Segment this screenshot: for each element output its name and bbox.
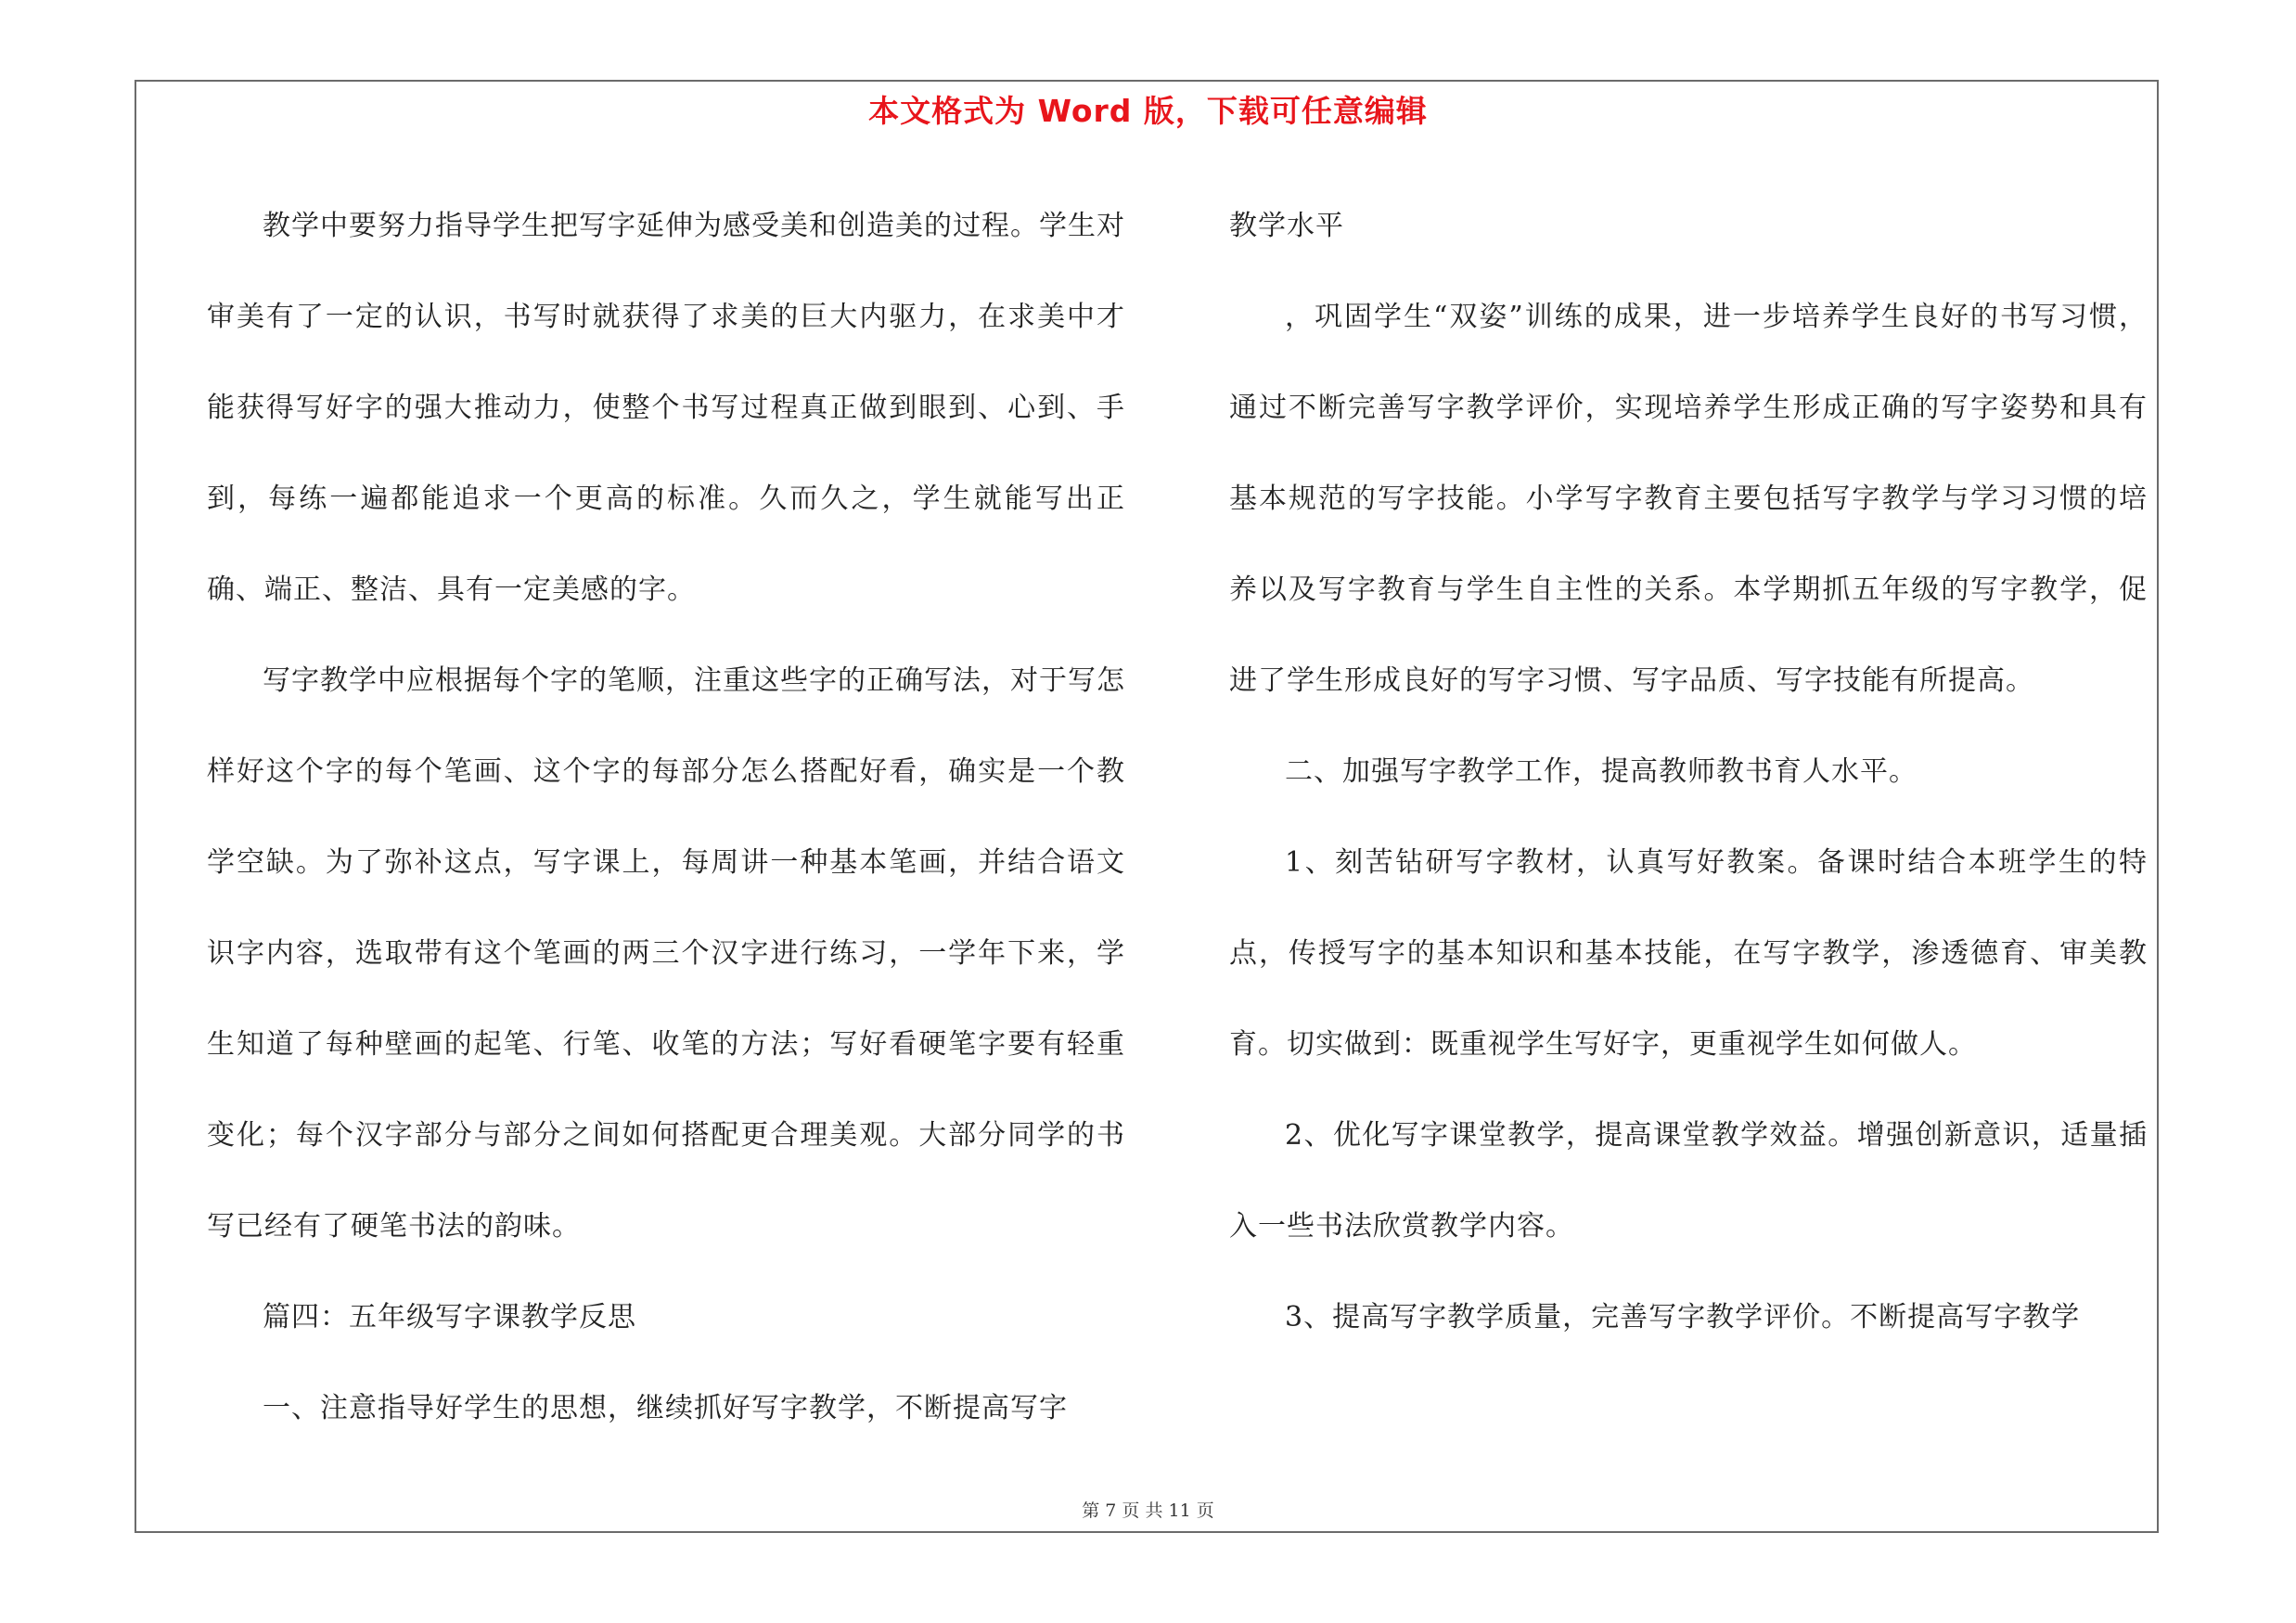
paragraph: 教学中要努力指导学生把写字延伸为感受美和创造美的过程。学生对审美有了一定的认识，书写时就获得了求美的巨大内驱力，在求美中才能获得写好字的强大推动力，使整个书写过程真正做到眼到、心到、手到，每练一遍都能追求一个更高的标准。久而久之，学生就能写出正确、端正、整洁、具有一定美感的字。 [207, 210, 1125, 606]
document-notice: 本文格式为 Word 版，下载可任意编辑 [868, 93, 1428, 129]
paragraph: 1、刻苦钻研写字教材，认真写好教案。备课时结合本班学生的特点，传授写字的基本知识和基本技能，在写字教学，渗透德育、审美教育。切实做到：既重视学生写好字，更重视学生如何做人。 [1229, 846, 2148, 1061]
left-column [207, 181, 1125, 1454]
paragraph: 二、加强写字教学工作，提高教师教书育人水平。 [1285, 755, 1918, 788]
paragraph-continuation: 教学水平 [1229, 210, 1344, 242]
paragraph: ，巩固学生“双姿”训练的成果，进一步培养学生良好的书写习惯，通过不断完善写字教学评价，实现培养学生形成正确的写字姿势和具有基本规范的写字技能。小学写字教育主要包括写字教学与学习习惯的培养以及写字教育与学生自主性的关系。本学期抓五年级的写字教学，促进了学生形成良好的写字习惯、写字品质、写字技能有所提高。 [1229, 301, 2148, 697]
paragraph: 2、优化写字课堂教学，提高课堂教学效益。增强创新意识，适量插入一些书法欣赏教学内容。 [1229, 1119, 2148, 1243]
paragraph: 写字教学中应根据每个字的笔顺，注重这些字的正确写法，对于写怎样好这个字的每个笔画、这个字的每部分怎么搭配好看，确实是一个教学空缺。为了弥补这点，写字课上，每周讲一种基本笔画，并结合语文识字内容，选取带有这个笔画的两三个汉字进行练习，一学年下来，学生知道了每种壁画的起笔、行笔、收笔的方法；写好看硬笔字要有轻重变化；每个汉字部分与部分之间如何搭配更合理美观。大部分同学的书写已经有了硬笔书法的韵味。 [207, 664, 1125, 1243]
paragraph: 3、提高写字教学质量，完善写字教学评价。不断提高写字教学 [1285, 1301, 2081, 1333]
paragraph: 一、注意指导好学生的思想，继续抓好写字教学，不断提高写字 [263, 1392, 1068, 1424]
page-number: 第 7 页 共 11 页 [1082, 1501, 1214, 1521]
section-heading: 篇四：五年级写字课教学反思 [263, 1301, 636, 1333]
right-column [1229, 181, 2148, 1363]
